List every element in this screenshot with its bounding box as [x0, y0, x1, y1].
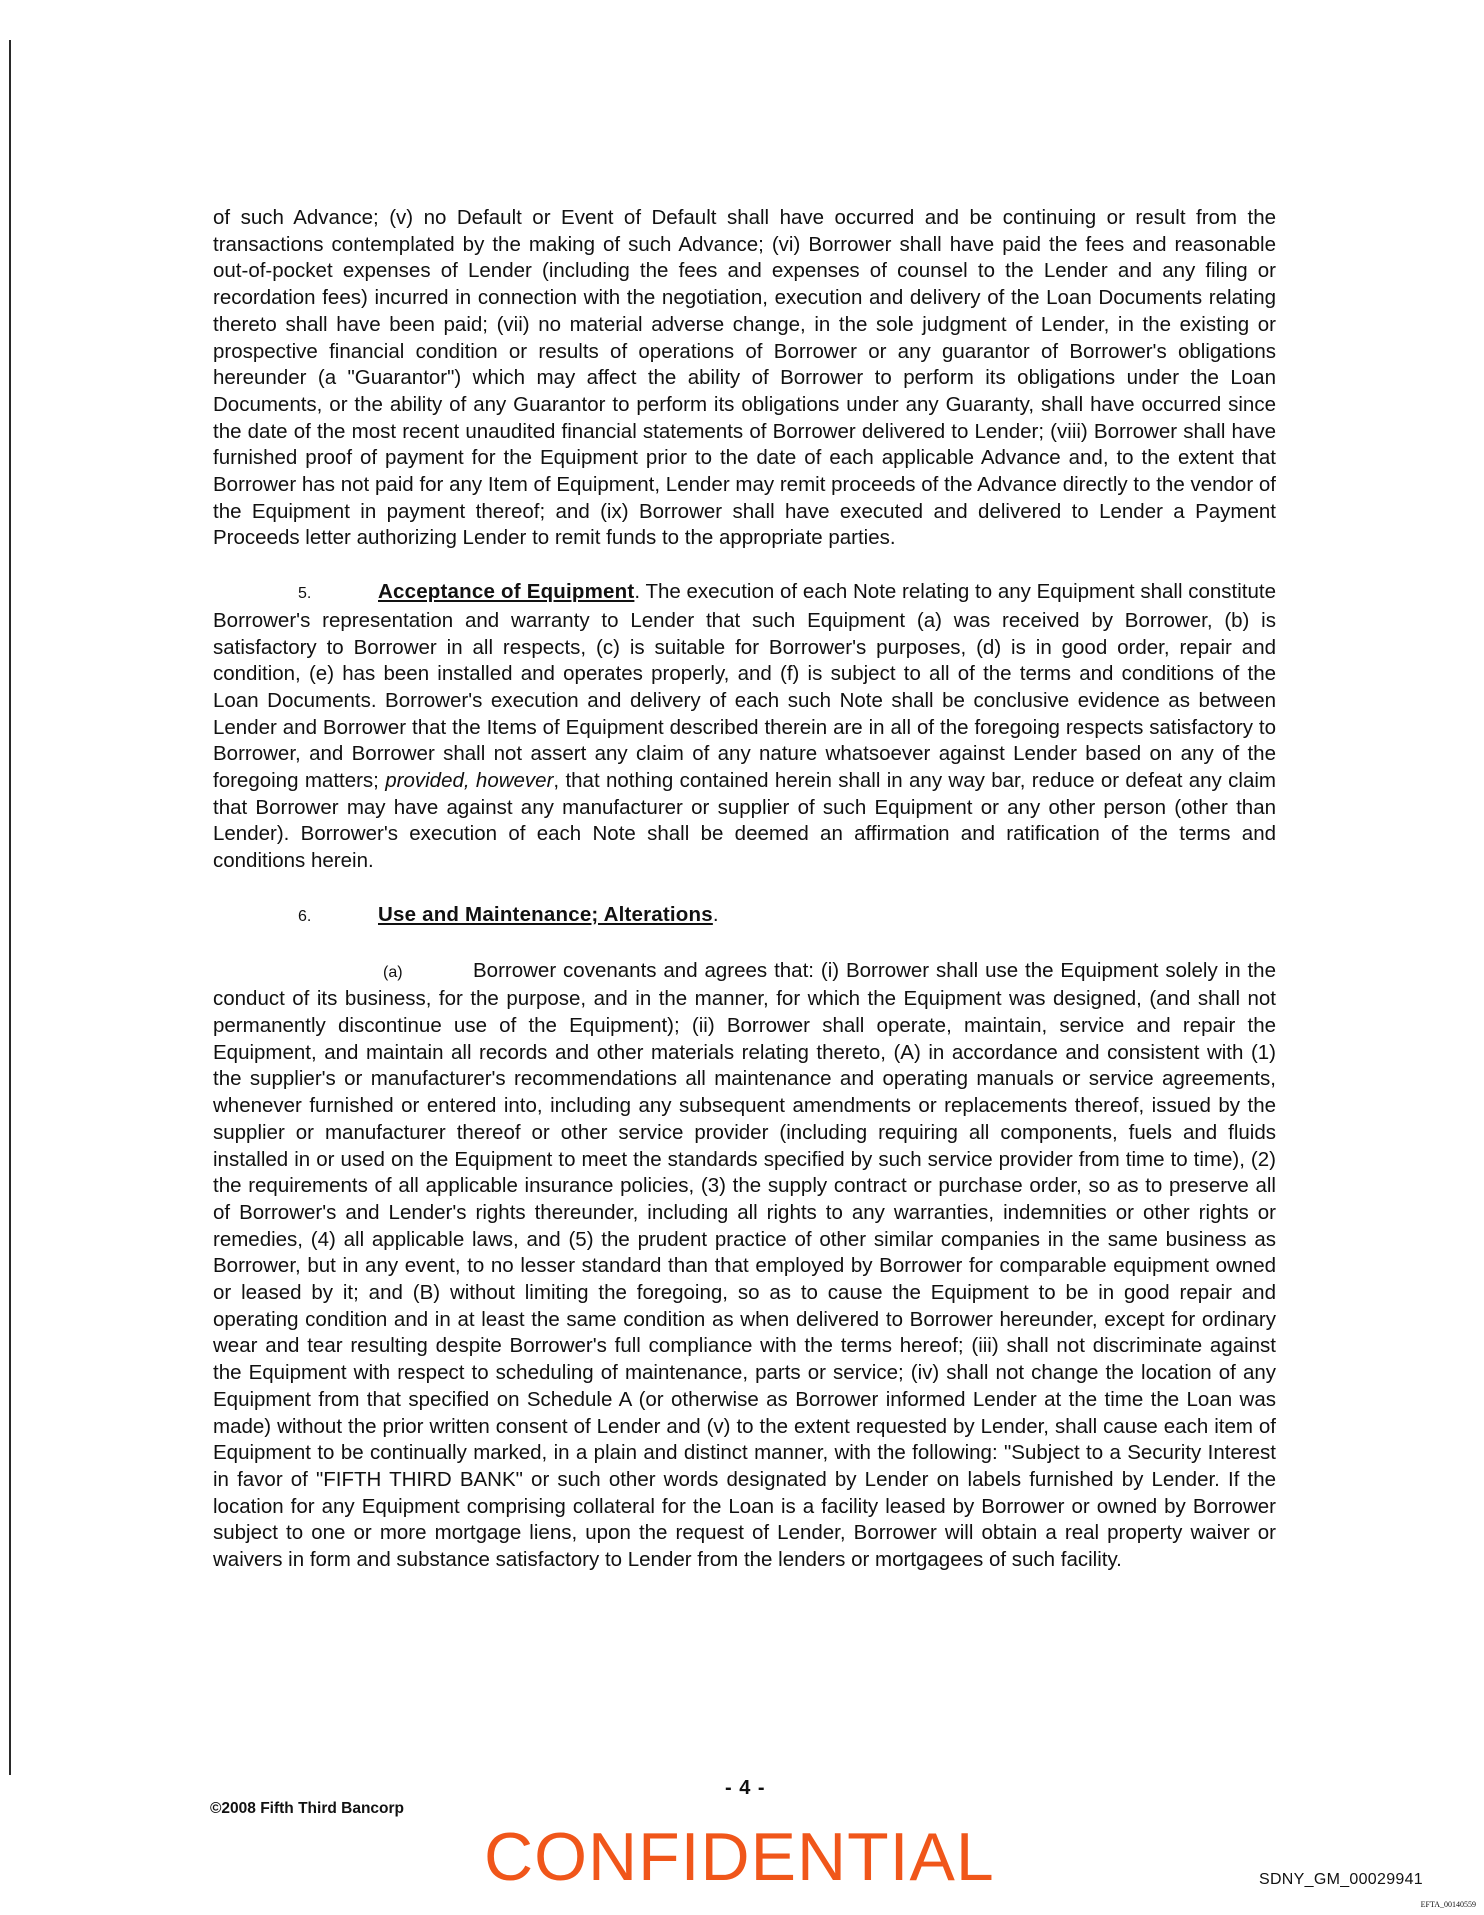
- section-5-paragraph: [213, 579, 1276, 875]
- section-6-heading-suffix: .: [712, 902, 719, 926]
- efta-number: EFTA_00140559: [1420, 1900, 1476, 1909]
- document-body: [213, 205, 1276, 1574]
- section-5-text-continued: , that nothing contained herein shall in any way bar, reduce or defeat any claim that Borrower may have against any manufacturer or supplier of such Equipment or any other person (other than Lender). Borrower's execution of each Note shall be deemed an affirmation and ratification of the terms and conditions herein.: [213, 769, 1276, 873]
- bates-number: SDNY_GM_00029941: [1258, 1871, 1423, 1888]
- section-5-proviso: provided, however: [385, 769, 554, 793]
- confidential-stamp: CONFIDENTIAL: [484, 1819, 995, 1895]
- section-6a-paragraph: [213, 958, 1276, 1574]
- page-number: - 4 -: [725, 1777, 766, 1799]
- section-5-text: . The execution of each Note relating to any Equipment shall constitute Borrower's representation and warranty to Lender that such Equipment (a) was received by Borrower, (b) is satisfactory to Borrower in all respects, (c) is suitable for Borrower's purposes, (d) is in good order, repair and condition, (e) has been installed and operates properly, and (f) is subject to all of the terms and conditions of the Loan Documents. Borrower's execution and delivery of each such Note shall be conclusive evidence as between Lender and Borrower that the Items of Equipment described therein are in all of the foregoing respects satisfactory to Borrower, and Borrower shall not assert any claim of any nature whatsoever against Lender based on any of the foregoing matters;: [213, 580, 1276, 793]
- section-6-number: 6.: [298, 907, 312, 925]
- section-5-heading: Acceptance of Equipment: [378, 580, 635, 604]
- section-6a-text: Borrower covenants and agrees that: (i) Borrower shall use the Equipment solely in the conduct of its business, for the purpose, and in the manner, for which the Equipment was designed, (and shall not permanently discontinue use of the Equipment); (ii) Borrower shall operate, maintain, service and repair the Equipment, and maintain all records and other materials relating thereto, (A) in accordance and consistent with (1) the supplier's or manufacturer's recommendations all maintenance and operating manuals or service agreements, whenever furnished or entered into, including any subsequent amendments or replacements thereof, issued by the supplier or manufacturer thereof or other service provider (including requiring all components, fuels and fluids installed in or used on the Equipment to meet the standards specified by such service provider from time to time), (2) the requirements of all applicable insurance policies, (3) the supply contract or purchase order, so as to preserve all of Borrower's and Lender's rights thereunder, including all rights to any warranties, indemnities or other rights or remedies, (4) all applicable laws, and (5) the prudent practice of other similar companies in the same business as Borrower, but in any event, to no lesser standard than that employed by Borrower for comparable equipment owned or leased by it; and (B) without limiting the foregoing, so as to cause the Equipment to be in good repair and operating condition and in at least the same condition as when delivered to Borrower hereunder, except for ordinary wear and tear resulting despite Borrower's full compliance with the terms hereof; (iii) shall not discriminate against the Equipment with respect to scheduling of maintenance, parts or service; (iv) shall not change the location of any Equipment from that specified on Schedule A (or otherwise as Borrower informed Lender at the time the Loan was made) without the prior written consent of Lender and (v) to the extent requested by Lender, shall cause each item of Equipment to be continually marked, in a plain and distinct manner, with the following: "Subject to a Security Interest in favor of "FIFTH THIRD BANK" or such other words designated by Lender on labels furnished by Lender. If the location for any Equipment comprising collateral for the Loan is a facility leased by Borrower or owned by Borrower subject to one or more mortgage liens, upon the request of Lender, Borrower will obtain a real property waiver or waivers in form and substance satisfactory to Lender from the lenders or mortgagees of such facility.: [213, 958, 1276, 1572]
- left-margin-rule: [9, 40, 11, 1775]
- copyright-notice: ©2008 Fifth Third Bancorp: [210, 1800, 404, 1817]
- paragraph-continuation: of such Advance; (v) no Default or Event of Default shall have occurred and be continuing or result from the transactions contemplated by the making of such Advance; (vi) Borrower shall have paid the fees and reasonable out-of-pocket expenses of Lender (including the fees and expenses of counsel to the Lender and any filing or recordation fees) incurred in connection with the negotiation, execution and delivery of the Loan Documents relating thereto shall have been paid; (vii) no material adverse change, in the sole judgment of Lender, in the existing or prospective financial condition or results of operations of Borrower or any guarantor of Borrower's obligations hereunder (a "Guarantor") which may affect the ability of Borrower to perform its obligations under the Loan Documents, or the ability of any Guarantor to perform its obligations under any Guaranty, shall have occurred since the date of the most recent unaudited financial statements of Borrower delivered to Lender; (viii) Borrower shall have furnished proof of payment for the Equipment prior to the date of each applicable Advance and, to the extent that Borrower has not paid for any Item of Equipment, Lender may remit proceeds of the Advance directly to the vendor of the Equipment in payment thereof; and (ix) Borrower shall have executed and delivered to Lender a Payment Proceeds letter authorizing Lender to remit funds to the appropriate parties.: [213, 206, 1276, 550]
- section-6-header: [213, 902, 1276, 931]
- section-5-number: 5.: [298, 585, 312, 603]
- section-6a-label: (a): [383, 963, 403, 981]
- section-6-heading: Use and Maintenance; Alterations: [378, 902, 713, 926]
